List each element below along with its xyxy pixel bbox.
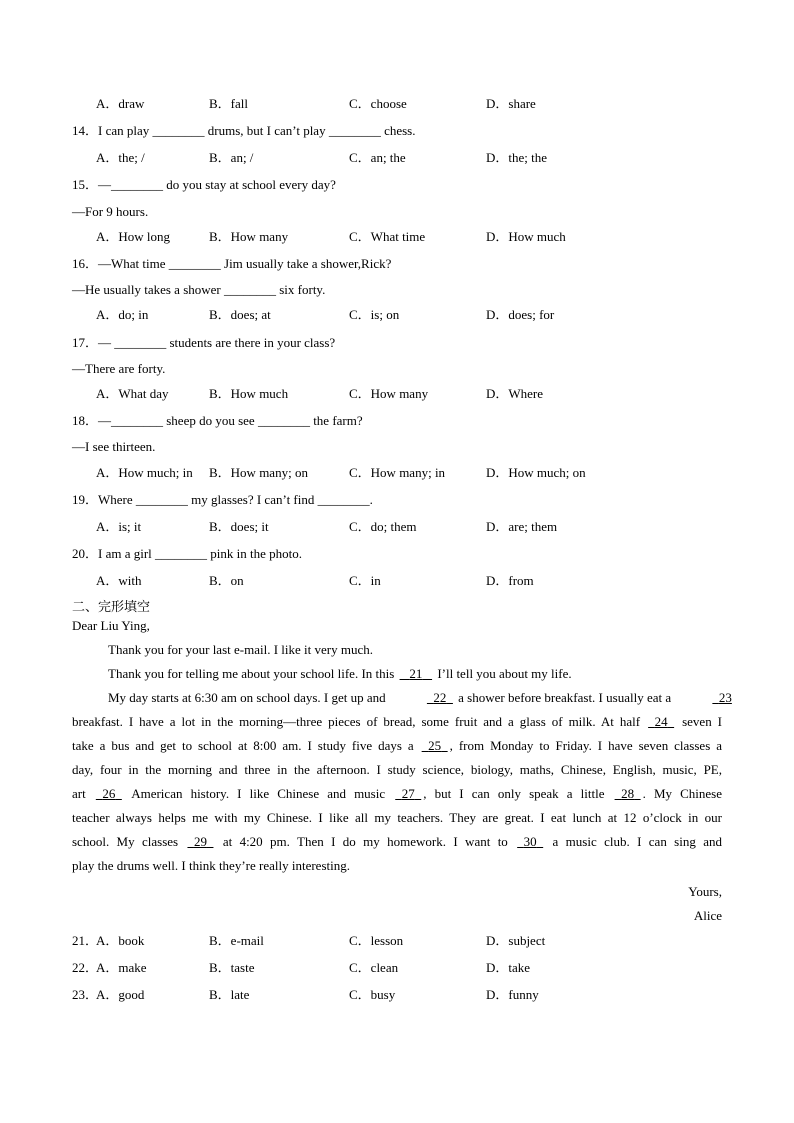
paragraph-line <box>72 686 732 710</box>
line-text: American history. I like Chinese and music <box>123 786 394 801</box>
option-d: D．are; them <box>486 519 558 534</box>
option-a: A．draw <box>96 96 145 111</box>
line-text: a music club. I can sing and <box>545 834 722 849</box>
option-c: C．choose <box>349 96 407 111</box>
option-c: C．do; them <box>349 519 417 534</box>
blank-24 <box>646 710 676 734</box>
question-17-answer-line: —There are forty. <box>72 361 166 376</box>
paragraph-2-text: Thank you for telling me about your school life. In this <box>108 666 398 681</box>
option-d: D．How much; on <box>486 465 586 480</box>
option-b: B．e-mail <box>209 933 264 948</box>
question-14-options <box>96 150 696 166</box>
blank-30-number: 30 <box>523 834 537 849</box>
option-a: A．is; it <box>96 519 142 534</box>
line-text: , from Monday to Friday. I have seven classes a <box>449 738 722 753</box>
question-16-answer-line: —He usually takes a shower ________ six forty. <box>72 282 326 297</box>
line-text: take a bus and get to school at 8:00 am. I study five days a <box>72 738 420 753</box>
option-b: B．does; at <box>209 307 271 322</box>
option-c: C．clean <box>349 960 399 975</box>
blank-25 <box>420 734 450 758</box>
blank-26 <box>94 782 124 806</box>
blank-27 <box>393 782 423 806</box>
question-16-stem: 16．—What time ________ Jim usually take a shower,Rick? <box>72 256 392 271</box>
blank-28-number: 28 <box>621 786 635 801</box>
question-18-stem: 18．—________ sheep do you see ________ the farm? <box>72 413 363 428</box>
option-d: D．does; for <box>486 307 555 322</box>
option-d: D．from <box>486 573 534 588</box>
paragraph-line <box>72 710 722 734</box>
option-c: C．lesson <box>349 933 404 948</box>
blank-27-number: 27 <box>401 786 415 801</box>
option-b: B．on <box>209 573 244 588</box>
option-b: B．does; it <box>209 519 269 534</box>
option-d: D．subject <box>486 933 546 948</box>
question-14-stem: 14．I can play ________ drums, but I can’t play ________ chess. <box>72 123 416 138</box>
line-text: breakfast. I have a lot in the morning—three pieces of bread, some fruit and a glass of milk. At half <box>72 714 647 729</box>
question-17-stem: 17．— ________ students are there in your class? <box>72 335 336 350</box>
option-a: A．How long <box>96 229 171 244</box>
option-a: A．make <box>96 960 147 975</box>
blank-22 <box>389 686 455 710</box>
option-a: A．How much; in <box>96 465 193 480</box>
option-c: C．busy <box>349 987 396 1002</box>
line-text: at 4:20 pm. Then I do my homework. I want to <box>215 834 516 849</box>
option-b: B．taste <box>209 960 255 975</box>
blank-23-number: 23 <box>718 690 732 705</box>
option-a: A．with <box>96 573 142 588</box>
blank-29 <box>185 830 215 854</box>
question-20-stem: 20．I am a girl ________ pink in the photo. <box>72 546 303 561</box>
line-text: . My Chinese <box>642 786 722 801</box>
paragraph-line <box>72 830 722 854</box>
blank-29-number: 29 <box>193 834 207 849</box>
cloze-question-21 <box>72 933 672 949</box>
section-title: 二、完形填空 <box>72 600 151 615</box>
q13-options <box>96 96 696 112</box>
question-number: 21． <box>72 933 99 948</box>
paragraph-line <box>72 782 722 806</box>
option-d: D．How much <box>486 229 566 244</box>
paragraph-line: day, four in the morning and three in the afternoon. I study science, biology, maths, Chinese, English, music, PE, <box>72 762 722 777</box>
question-19-options <box>96 519 696 535</box>
blank-24-number: 24 <box>654 714 668 729</box>
line-text: , but I can only speak a little <box>423 786 613 801</box>
option-d: D．the; the <box>486 150 548 165</box>
blank-21 <box>398 666 435 682</box>
question-16-options <box>96 307 696 323</box>
option-a: A．book <box>96 933 145 948</box>
option-d: D．Where <box>486 386 544 401</box>
blank-30 <box>515 830 545 854</box>
letter-signature: Alice <box>693 908 722 923</box>
blank-26-number: 26 <box>102 786 116 801</box>
cloze-question-22 <box>72 960 672 976</box>
blank-22-number: 22 <box>433 690 447 705</box>
line-text: school. My classes <box>72 834 186 849</box>
line-text: art <box>72 786 94 801</box>
question-15-stem: 15．—________ do you stay at school every day? <box>72 177 336 192</box>
option-a: A．What day <box>96 386 169 401</box>
option-d: D．funny <box>486 987 539 1002</box>
option-c: C．is; on <box>349 307 400 322</box>
option-d: D．share <box>486 96 536 111</box>
question-number: 22． <box>72 960 99 975</box>
letter-closing: Yours, <box>688 884 722 899</box>
letter-paragraph-3 <box>72 686 732 878</box>
option-c: C．an; the <box>349 150 406 165</box>
option-b: B．late <box>209 987 250 1002</box>
line-text: seven I <box>676 714 722 729</box>
option-b: B．How many; on <box>209 465 308 480</box>
option-b: B．How much <box>209 386 289 401</box>
question-17-options <box>96 386 696 402</box>
line-text: a shower before breakfast. I usually eat a <box>454 690 675 705</box>
paragraph-2-text-end: I’ll tell you about my life. <box>434 666 572 681</box>
option-b: B．fall <box>209 96 248 111</box>
question-15-answer-line: —For 9 hours. <box>72 204 149 219</box>
option-d: D．take <box>486 960 531 975</box>
blank-21-number: 21 <box>409 666 423 681</box>
letter-paragraph-2 <box>108 666 572 682</box>
question-20-options <box>96 573 696 589</box>
blank-25-number: 25 <box>428 738 442 753</box>
question-18-options <box>96 465 696 481</box>
option-b: B．How many <box>209 229 289 244</box>
question-15-options <box>96 229 696 245</box>
question-18-answer-line: —I see thirteen. <box>72 439 156 454</box>
option-c: C．in <box>349 573 381 588</box>
paragraph-line <box>72 734 722 758</box>
paragraph-line: play the drums well. I think they’re really interesting. <box>72 858 350 873</box>
option-c: C．How many <box>349 386 429 401</box>
question-number: 23． <box>72 987 99 1002</box>
question-19-stem: 19．Where ________ my glasses? I can’t find ________. <box>72 492 373 507</box>
option-a: A．do; in <box>96 307 149 322</box>
option-b: B．an; / <box>209 150 254 165</box>
letter-paragraph-1: Thank you for your last e-mail. I like it very much. <box>108 642 373 657</box>
option-c: C．What time <box>349 229 426 244</box>
letter-greeting: Dear Liu Ying, <box>72 618 150 633</box>
blank-28 <box>613 782 643 806</box>
option-c: C．How many; in <box>349 465 446 480</box>
line-text: My day starts at 6:30 am on school days. I get up and <box>108 690 389 705</box>
option-a: A．the; / <box>96 150 145 165</box>
cloze-question-23 <box>72 987 672 1003</box>
option-a: A．good <box>96 987 145 1002</box>
paragraph-line: teacher always helps me with my Chinese. I like all my teachers. They are great. I eat lunch at 12 o’clock in our <box>72 810 722 825</box>
blank-23 <box>674 686 734 710</box>
